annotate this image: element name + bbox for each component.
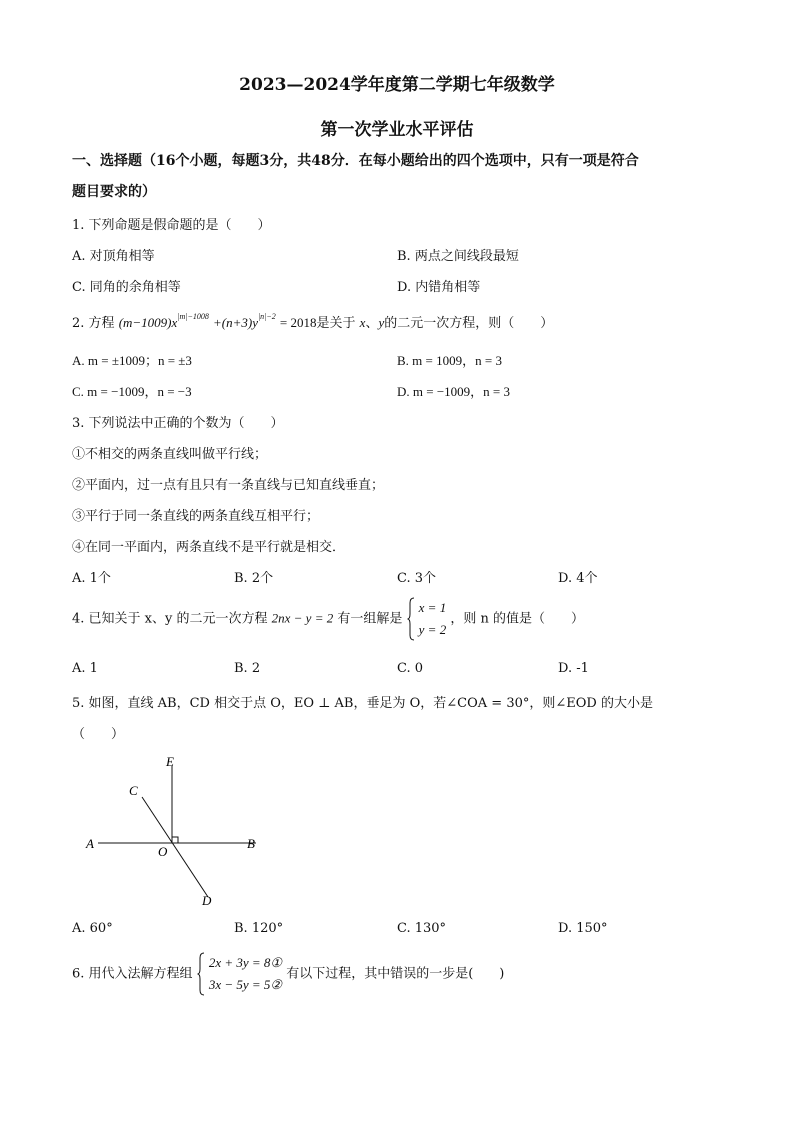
q6-stem-a: 6. 用代入法解方程组 [72, 966, 193, 982]
q2-equation-part3: = 2018 [279, 315, 317, 330]
q3-statement-3: ③平行于同一条直线的两条直线互相平行； [72, 509, 320, 524]
q4-stem-c: ，则 n 的值是（ ） [450, 611, 584, 627]
q2-equation-part2: +(n+3)y [213, 315, 258, 330]
q4-solution-system [419, 597, 447, 641]
right-angle-mark [172, 837, 178, 843]
q5-answer-paren: （ ） [72, 727, 125, 742]
q4-equation: 2nx − y = 2 [271, 610, 334, 626]
question-3-stem: 3. 下列说法中正确的个数为（ ） [72, 416, 284, 431]
page-subtitle: 第一次学业水平评估 [320, 120, 474, 140]
q5-option-b: B. 120° [234, 921, 284, 936]
question-6-stem [72, 952, 504, 996]
q4-solution-y: y = 2 [418, 622, 447, 637]
q2-exponent-1: |m|−1008 [177, 312, 209, 321]
label-b: B [247, 836, 255, 851]
q4-stem-b: 有一组解是 [337, 611, 403, 627]
label-d: D [202, 893, 212, 908]
q4-option-b: B. 2 [234, 661, 261, 676]
section-heading-cont: 题目要求的） [72, 184, 156, 200]
q1-option-c: C. 同角的余角相等 [72, 280, 181, 295]
q3-option-d: D. 4个 [558, 571, 598, 586]
q6-stem-b: 有以下过程，其中错误的一步是( ) [286, 966, 505, 982]
line-cd [142, 797, 208, 897]
q4-solution-x: x = 1 [418, 600, 447, 615]
q5-option-c: C. 130° [397, 921, 447, 936]
brace-icon [197, 952, 205, 996]
q6-equation-1: 2x + 3y = 8① [208, 955, 283, 970]
label-a: A [86, 836, 94, 851]
q2-tail-a: 是关于 [316, 316, 356, 331]
q2-tail-b: 的二元一次方程，则（ ） [384, 316, 554, 331]
q2-equation-part1: (m−1009)x [118, 315, 178, 330]
page-title: 2023—2024学年度第二学期七年级数学 [239, 75, 555, 95]
q2-number: 2. 方程 [72, 316, 115, 331]
q3-statement-1: ①不相交的两条直线叫做平行线； [72, 447, 268, 462]
q2-separator: 、 [365, 316, 379, 331]
q2-var-y: y [378, 315, 385, 330]
q6-equation-system [209, 952, 282, 996]
q3-statement-2: ②平面内，过一点有且只有一条直线与已知直线垂直； [72, 478, 385, 493]
q4-stem-a: 4. 已知关于 x、y 的二元一次方程 [72, 611, 268, 627]
q4-option-a: A. 1 [72, 661, 98, 676]
q2-option-a: A. m = ±1009；n = ±3 [72, 353, 192, 368]
q3-option-b: B. 2个 [234, 571, 274, 586]
q4-option-d: D. -1 [558, 661, 589, 676]
q1-option-d: D. 内错角相等 [397, 280, 481, 295]
q4-option-c: C. 0 [397, 661, 424, 676]
q3-option-a: A. 1个 [72, 571, 111, 586]
q3-statement-4: ④在同一平面内，两条直线不是平行就是相交． [72, 540, 346, 555]
q1-option-b: B. 两点之间线段最短 [397, 249, 519, 264]
q1-option-a: A. 对顶角相等 [72, 249, 155, 264]
q5-option-d: D. 150° [558, 921, 608, 936]
brace-icon [407, 597, 415, 641]
question-4-stem [72, 597, 584, 641]
q2-option-c: C. m = −1009，n = −3 [72, 384, 192, 399]
label-c: C [129, 783, 138, 798]
q2-option-b: B. m = 1009，n = 3 [397, 353, 502, 368]
q3-option-c: C. 3个 [397, 571, 437, 586]
label-o: O [158, 844, 168, 859]
q2-var-x: x [359, 315, 366, 330]
q2-exponent-2: |n|−2 [257, 312, 276, 321]
q5-option-a: A. 60° [72, 921, 113, 936]
q5-geometry-figure [80, 752, 280, 912]
q2-option-d: D. m = −1009，n = 3 [397, 384, 510, 399]
question-2-stem [72, 312, 553, 331]
question-1-stem: 1. 下列命题是假命题的是（ ） [72, 218, 271, 233]
label-e: E [166, 754, 174, 769]
q6-equation-2: 3x − 5y = 5② [208, 977, 283, 992]
section-heading: 一、选择题（16个小题，每题3分，共48分．在每小题给出的四个选项中，只有一项是符合 [72, 153, 639, 169]
question-5-stem: 5. 如图，直线 AB，CD 相交于点 O，EO ⊥ AB，垂足为 O，若∠COA = 30°，则∠EOD 的大小是 [72, 696, 653, 711]
